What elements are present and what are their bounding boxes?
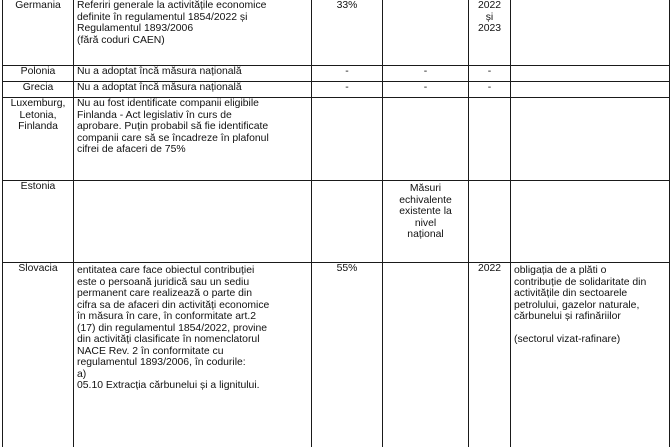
notes-cell bbox=[511, 263, 670, 447]
measure-line: existente la bbox=[399, 206, 452, 217]
year-line: 2023 bbox=[477, 23, 502, 34]
notes-line: obligația de a plăti o bbox=[514, 265, 607, 276]
year-cell bbox=[469, 0, 511, 66]
year-cell bbox=[469, 82, 511, 98]
year-line: și bbox=[485, 11, 494, 23]
description-line: permanent care realizează o parte din bbox=[77, 288, 253, 299]
year-value: 2022 bbox=[477, 263, 502, 274]
notes-line: contribuție de solidaritate din bbox=[514, 276, 647, 288]
table-row-greece bbox=[3, 82, 670, 98]
description-line: cifrei de afaceri de 75% bbox=[77, 144, 186, 155]
year-cell bbox=[469, 66, 511, 82]
country-name: Polonia bbox=[20, 66, 56, 77]
rate-cell bbox=[312, 263, 383, 447]
description-line: NACE Rev. 2 în conformitate cu bbox=[77, 345, 224, 357]
notes-line bbox=[514, 323, 666, 335]
measure-cell bbox=[383, 66, 469, 82]
year-cell bbox=[469, 181, 511, 263]
description-line: aprobare. Puțin probabil să fie identificate bbox=[77, 121, 269, 132]
description-line: definite în regulamentul 1854/2022 și bbox=[77, 11, 248, 23]
table-row-germany bbox=[3, 0, 670, 66]
notes-cell bbox=[511, 98, 670, 181]
notes-line: petrolului, gazelor naturale, bbox=[514, 299, 640, 311]
table-row-slovakia bbox=[3, 263, 670, 447]
measure-value: - bbox=[423, 82, 428, 93]
rate-cell bbox=[312, 82, 383, 98]
notes-line: cărbunelui și rafinăriilor bbox=[514, 311, 621, 322]
rate-value: - bbox=[345, 66, 349, 77]
rate-cell bbox=[312, 181, 383, 263]
notes-cell bbox=[511, 66, 670, 82]
measure-line: național bbox=[407, 229, 444, 240]
year-line: 2022 bbox=[477, 0, 502, 11]
country-cell bbox=[3, 98, 74, 181]
description-line: a) bbox=[77, 368, 87, 380]
description-line: cifra sa de afaceri din activități economice bbox=[77, 299, 270, 311]
description-line: 05.10 Extracția cărbunelui și a lignitului. bbox=[77, 380, 260, 391]
measure-line: nivel bbox=[414, 217, 437, 229]
table-row-poland bbox=[3, 66, 670, 82]
description-text: Nu a adoptat încă măsura națională bbox=[77, 82, 242, 93]
year-value: - bbox=[487, 82, 492, 93]
country-name: Letonia, bbox=[19, 109, 57, 121]
rate-value: - bbox=[345, 82, 349, 93]
rate-value: 55% bbox=[336, 263, 358, 274]
measure-line: Măsuri bbox=[409, 183, 442, 194]
measure-cell bbox=[383, 181, 469, 263]
notes-line: activitățile din sectoarele bbox=[514, 288, 628, 299]
description-line: entitatea care face obiectul contribuției bbox=[77, 265, 255, 276]
rate-cell bbox=[312, 66, 383, 82]
description-line: Nu au fost identificate companii eligibile bbox=[77, 98, 259, 109]
description-cell bbox=[74, 98, 312, 181]
country-cell bbox=[3, 0, 74, 66]
measure-line: echivalente bbox=[399, 194, 452, 206]
description-text: Nu a adoptat încă măsura națională bbox=[77, 66, 242, 77]
notes-line: (sectorul vizat-rafinare) bbox=[514, 334, 621, 345]
country-cell bbox=[3, 263, 74, 447]
description-line: din activități clasificate în nomenclatorul bbox=[77, 334, 260, 345]
country-cell bbox=[3, 82, 74, 98]
country-name: Slovacia bbox=[18, 263, 58, 274]
rate-value: 33% bbox=[336, 0, 358, 11]
measure-cell bbox=[383, 98, 469, 181]
description-cell bbox=[74, 263, 312, 447]
country-name: Germania bbox=[15, 0, 61, 11]
measure-cell bbox=[383, 0, 469, 66]
rate-cell bbox=[312, 0, 383, 66]
country-name: Luxemburg, bbox=[10, 98, 66, 109]
description-line: Regulamentul 1893/2006 bbox=[77, 23, 194, 34]
description-cell bbox=[74, 0, 312, 66]
description-line: (17) din regulamentul 1854/2022, provine bbox=[77, 322, 268, 334]
notes-cell bbox=[511, 181, 670, 263]
description-line: (fără coduri CAEN) bbox=[77, 34, 165, 46]
country-cell bbox=[3, 66, 74, 82]
description-line: Referiri generale la activitățile economice bbox=[77, 0, 267, 11]
notes-cell bbox=[511, 0, 670, 66]
measure-cell bbox=[383, 263, 469, 447]
description-line: este o persoană juridică sau un sediu bbox=[77, 276, 250, 288]
year-cell bbox=[469, 263, 511, 447]
contribution-table bbox=[2, 0, 670, 447]
description-line: Finlanda - Act legislativ în curs de bbox=[77, 109, 232, 121]
notes-cell bbox=[511, 82, 670, 98]
country-name: Estonia bbox=[20, 181, 56, 192]
description-line: în măsura în care, în conformitate art.2 bbox=[77, 311, 257, 322]
rate-cell bbox=[312, 98, 383, 181]
description-cell bbox=[74, 66, 312, 82]
description-line: companii care să se încadreze în plafonul bbox=[77, 132, 269, 144]
description-cell bbox=[74, 181, 312, 263]
table-row-estonia bbox=[3, 181, 670, 263]
measure-value: - bbox=[423, 66, 428, 77]
measure-cell bbox=[383, 82, 469, 98]
year-cell bbox=[469, 98, 511, 181]
description-cell bbox=[74, 82, 312, 98]
country-name: Grecia bbox=[22, 82, 54, 93]
country-name: Finlanda bbox=[18, 121, 58, 132]
country-cell bbox=[3, 181, 74, 263]
table-row-luxembourg-latvia-finland bbox=[3, 98, 670, 181]
description-line: regulamentul 1893/2006, în codurile: bbox=[77, 357, 246, 368]
year-value: - bbox=[487, 66, 492, 77]
